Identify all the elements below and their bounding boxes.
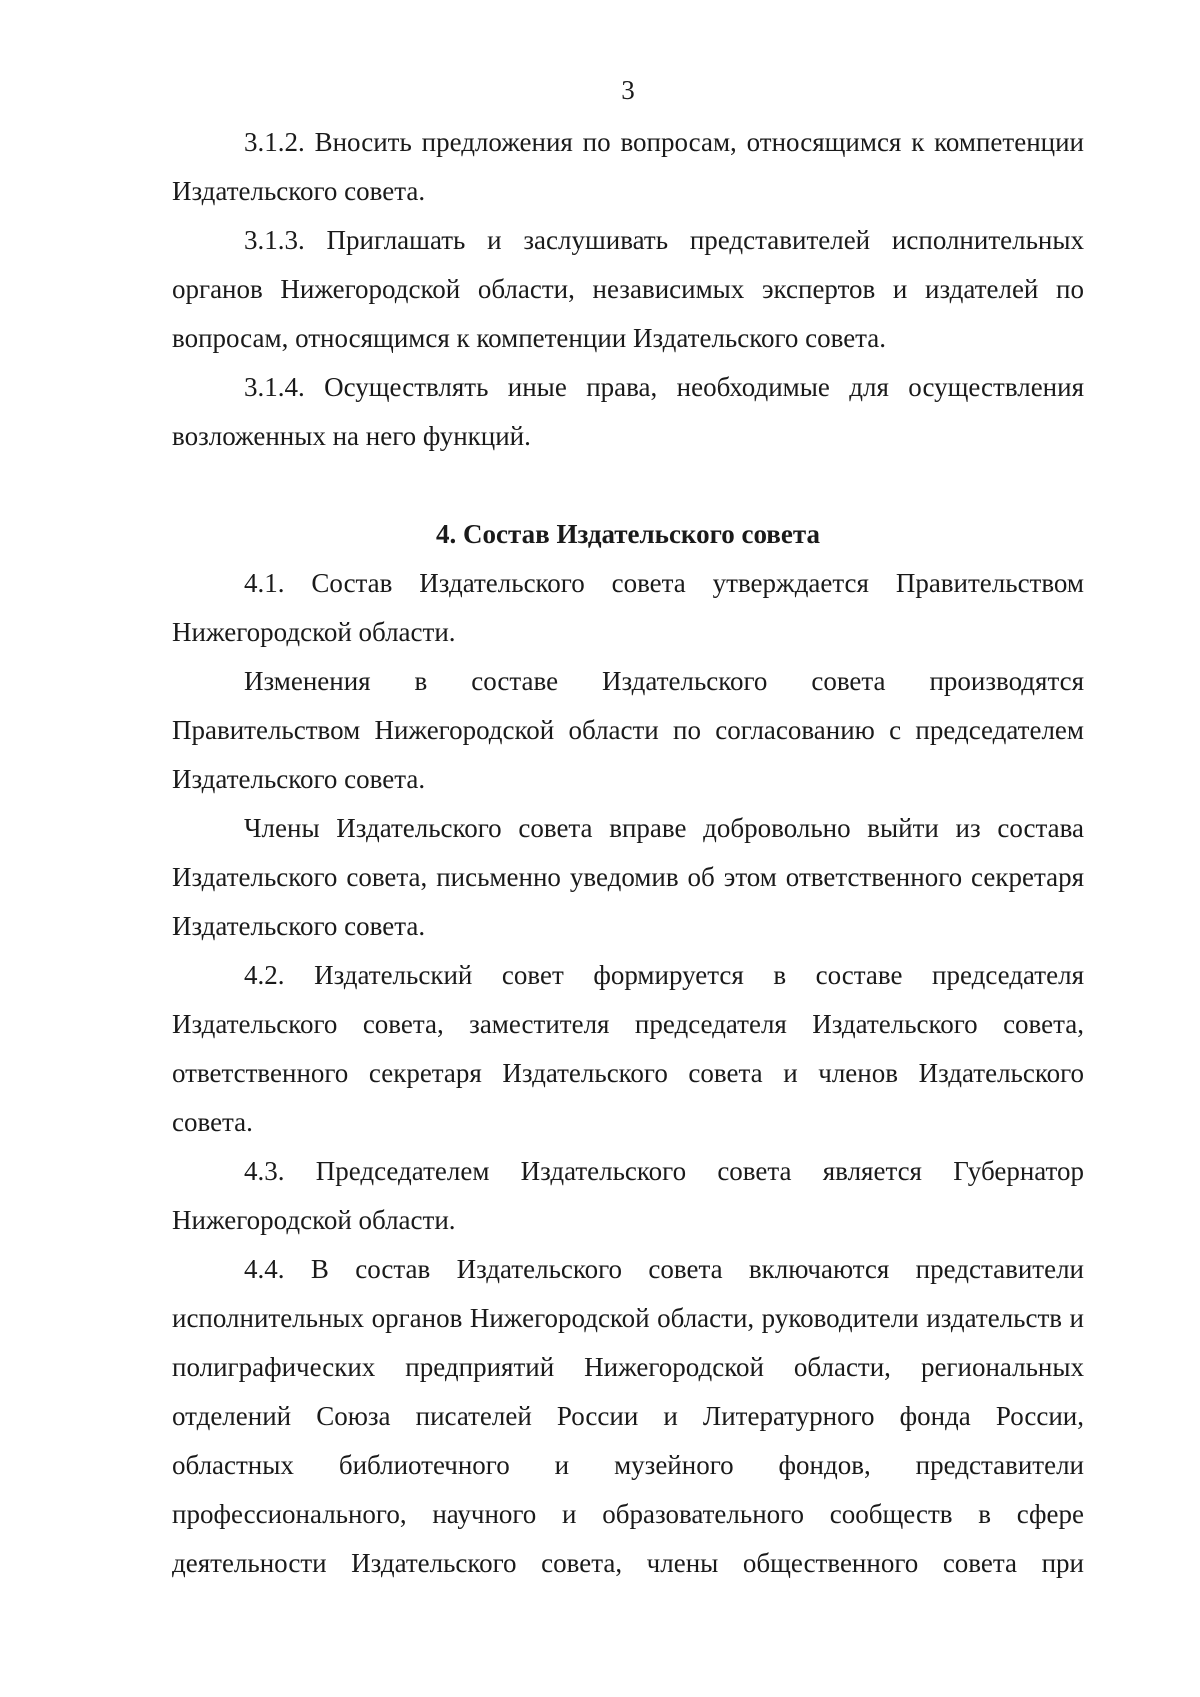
clause-4-1-changes: Изменения в составе Издательского совета производятся Правительством Нижегородской области по согласованию с председателем Издательского совета. [172,666,1084,794]
clause-4-1-withdrawal: Члены Издательского совета вправе добровольно выйти из состава Издательского совета, письменно уведомив об этом ответственного секретаря Издательского совета. [172,813,1084,941]
section-4-heading: 4. Состав Издательского совета [436,519,820,549]
clause-4-1: 4.1. Состав Издательского совета утверждается Правительством Нижегородской области. [172,568,1084,647]
clause-3-1-2: 3.1.2. Вносить предложения по вопросам, относящимся к компетенции Издательского совета. [172,127,1084,206]
clause-4-3: 4.3. Председателем Издательского совета является Губернатор Нижегородской области. [172,1156,1084,1235]
page-number: 3 [621,75,635,105]
clause-4-4: 4.4. В состав Издательского совета включаются представители исполнительных органов Нижегородской области, руководители издательств и полиграфических предприятий Нижегородской области, региональных отделений Союза писателей России и Литературного фонда России, областных библиотечного и музейного фондов, представители профессионального, научного и образовательного сообществ в сфере деятельности Издательского совета, члены общественного совета при [172,1254,1084,1578]
clause-4-2: 4.2. Издательский совет формируется в составе председателя Издательского совета, заместителя председателя Издательского совета, ответственного секретаря Издательского совета и членов Издательского совета. [172,960,1084,1137]
clause-3-1-3: 3.1.3. Приглашать и заслушивать представителей исполнительных органов Нижегородской области, независимых экспертов и издателей по вопросам, относящимся к компетенции Издательского совета. [172,225,1084,353]
document-page [172,70,1084,1588]
clause-3-1-4: 3.1.4. Осуществлять иные права, необходимые для осуществления возложенных на него функций. [172,372,1084,451]
